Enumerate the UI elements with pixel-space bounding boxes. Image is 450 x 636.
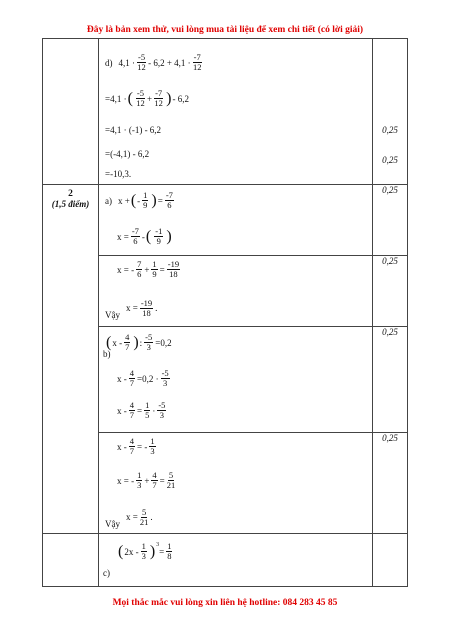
conclusion-label: Vậy: [105, 310, 120, 320]
solution-cell: ( x - $\frac{4}{7}$ ) : $\frac{-5}{3}$ =0,2 b) x - $\frac{4}{7}$ =0,2 · $\frac{-5}{3}$ x - $\frac{4}{7}$ = $\frac{1}{5}$ · $\frac{-5}{3}$: [99, 327, 373, 433]
score: 0,25: [382, 433, 398, 443]
question-cell: [43, 534, 99, 587]
table-row: [43, 534, 408, 587]
part-label: a): [105, 195, 112, 206]
question-cell: [43, 185, 99, 534]
score: 0,25: [382, 256, 398, 266]
solution-cell: a) x + ( - $\frac{1}{9}$ ) = $\frac{-7}{6}$ x = $\frac{-7}{6}$ - ( $\frac{-1}{9}$ ): [99, 185, 373, 256]
solution-cell: x - $\frac{4}{7}$ = - $\frac{1}{3}$ x = - $\frac{1}{3}$ + $\frac{4}{7}$ = $\frac{5}{21}$ Vậy x = $\frac{5}{21}$ .: [99, 433, 373, 534]
score-cell: [373, 433, 408, 534]
score-cell: [373, 327, 408, 433]
score-cell: [373, 534, 408, 587]
table-row: [43, 185, 408, 256]
score-cell: [373, 39, 408, 185]
part-label: d): [105, 57, 113, 68]
table-row: [43, 39, 408, 185]
score: 0,25: [382, 125, 398, 135]
footer-banner: Mọi thắc mắc vui lòng xin liên hệ hotline: 084 283 45 85: [112, 598, 338, 608]
score: 0,25: [382, 185, 398, 195]
score-cell: [373, 185, 408, 256]
question-cell: [43, 39, 99, 185]
score: 0,25: [382, 327, 398, 337]
part-label: b): [103, 349, 111, 359]
solution-table: [42, 38, 408, 587]
solution-cell: x = - $\frac{7}{6}$ + $\frac{1}{9}$ = $\frac{-19}{18}$ Vậy x = $\frac{-19}{18}$ .: [99, 256, 373, 327]
part-label: c): [103, 568, 110, 578]
question-number: 2: [68, 189, 73, 199]
solution-cell: d) 4,1 · $\frac{-5}{12}$ - 6,2 + 4,1 · $\frac{-7}{12}$ =4,1 · ( $\frac{-5}{12}$ + $\frac{-7}{12}$ ) - 6,2 =4,1 · (-1) - 6,2 =(-4,1) - 6,2 =-10,3.: [99, 39, 373, 185]
score-cell: [373, 256, 408, 327]
score: 0,25: [382, 155, 398, 165]
conclusion-label: Vậy: [105, 519, 120, 529]
solution-cell: ( 2x - $\frac{1}{3}$ ) $^3$ = $\frac{1}{8}$ c): [99, 534, 373, 587]
question-points: (1,5 điểm): [51, 199, 90, 209]
header-banner: Đây là bản xem thử, vui lòng mua tài liệu để xem chi tiết (có lời giải): [86, 25, 364, 35]
